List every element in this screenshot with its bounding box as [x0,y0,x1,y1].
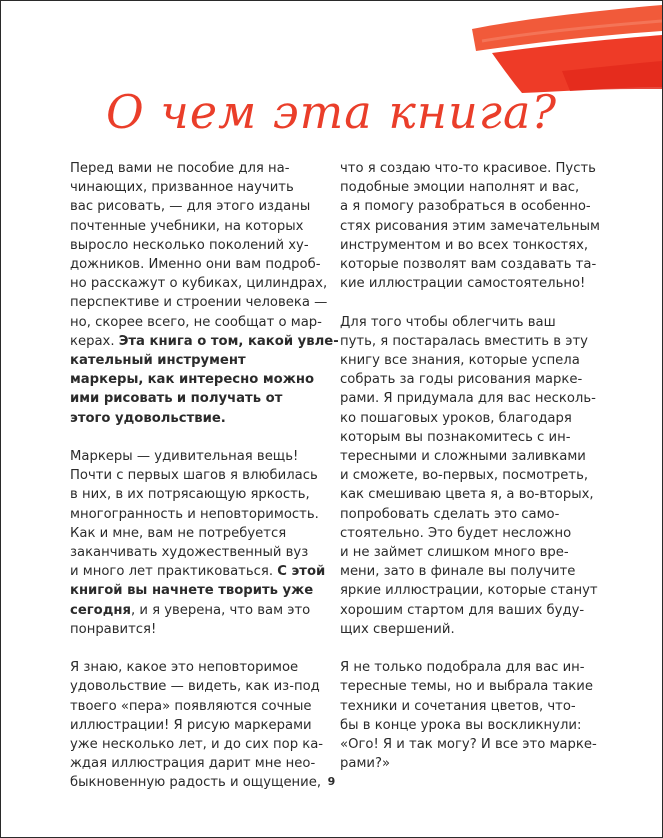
text-line: удовольствие — видеть, как из-под [70,679,320,695]
text-line: Перед вами не пособие для на- [70,161,290,176]
bold-text-line: и получать от этого удовольствие. [70,391,283,426]
text-line: ко пошаговых уроков, благодаря [340,410,572,426]
text-line: кие иллюстрации самостоятельно! [340,276,586,292]
text-line: бы в конце урока вы воскликнули: [340,717,582,733]
bold-text-line: как интересно можно ими рисовать [70,372,315,407]
text-line: подобные эмоции наполнят и вас, [340,180,580,196]
text-line: техники и сочетания цветов, что- [340,698,576,714]
text-line: почтенные учебники, на которых [70,218,304,234]
text-line: но расскажут о кубиках, цилиндрах, [70,276,328,292]
text-line: быкновенную радость и ощущение, [70,775,322,791]
text-line: стях рисования этим замечательным [340,218,600,234]
text-line: Я не только подобрала для вас ин- [340,660,585,676]
paragraph-markers [70,447,326,639]
text-line: а я помогу разобраться в особенно- [340,199,591,215]
page-title: О чем эта книга? [105,85,558,139]
bold-text-line: книгой вы начнете творить уже [70,583,314,599]
text-line: и не займет слишком много вре- [340,545,569,561]
text-line: книгу все знания, которые успела [340,353,580,369]
paragraph-emotions [340,159,600,293]
text-line: Для того чтобы облегчить ваш [340,314,556,330]
text-segment: и много лет практиковаться. [70,564,278,580]
text-line-mixed [70,332,339,351]
paragraph-themes [340,658,597,773]
text-line: щих свершений. [340,621,455,637]
text-line: дожников. Именно они вам подроб- [70,257,321,273]
bold-text-segment: Эта книга о том, какой увле- [118,333,339,349]
text-line: стоятельно. Это будет несложно [340,525,572,541]
text-line: многогранность и неповторимость. [70,506,319,522]
text-line: мени, зато в финале вы получите [340,564,576,580]
text-line: которые позволят вам создавать та- [340,257,597,273]
text-line: которым вы познакомитесь с ин- [340,429,571,445]
text-line: Я знаю, какое это неповторимое [70,660,299,676]
text-line: твоего «пера» появляются сочные [70,698,312,714]
bold-text-segment: С этой [277,564,326,580]
text-line: как смешиваю цвета я, а во-вторых, [340,487,594,503]
paragraph-lessons [340,313,598,639]
text-line: тересными и сложными заливками [340,449,586,465]
text-segment: керах. [70,333,119,349]
text-line: выросло несколько поколений ху- [70,237,309,253]
text-line: рами?» [340,756,391,772]
text-line: рами. Я придумала для вас несколь- [340,391,596,407]
text-line-mixed [70,601,320,620]
text-line: уже несколько лет, и до сих пор ка- [70,737,324,753]
text-line: Почти с первых шагов я влюбилась [70,468,318,484]
text-line: Как и мне, вам не потребуется [70,525,287,541]
text-line: вас рисовать, — для этого изданы [70,199,311,215]
text-line: «Ого! Я и так могу? И все это марке- [340,737,597,753]
text-line: путь, я постаралась вместить в эту [340,333,588,349]
text-line: перспективе и строении человека — [70,295,328,311]
text-line: что я создаю что-то красивое. Пусть [340,161,596,176]
paragraph-intro [70,159,339,428]
text-line: но, скорее всего, не сообщат о мар- [70,314,322,330]
text-line: Маркеры — удивительная вещь! [70,449,299,465]
text-line: собрать за годы рисования марке- [340,372,583,388]
text-line: ждая иллюстрация дарит мне нео- [70,756,316,772]
paragraph-joy [70,658,324,792]
text-segment: , и я уверена, что вам это [130,602,311,618]
text-line: хорошим стартом для ваших буду- [340,602,585,618]
text-line: и сможете, во-первых, посмотреть, [340,468,589,484]
right-column [340,159,600,793]
text-line: в них, в их потрясающую яркость, [70,487,310,503]
text-line: попробовать сделать это само- [340,506,560,522]
text-line: чинающих, призванное научить [70,180,294,196]
text-line: яркие иллюстрации, которые станут [340,583,598,599]
page-number: 9 [327,775,336,788]
text-line: понравится! [70,621,157,637]
bold-text-segment: сегодня [70,602,131,618]
text-line: иллюстрации! Я рисую маркерами [70,717,312,733]
text-line: тересные темы, но и выбрала такие [340,679,593,695]
left-column [70,159,339,812]
text-line: заканчивать художественный вуз [70,545,309,561]
bold-text-line: кательный инструмент маркеры, [70,353,246,388]
text-line: инструментом и во всех тонкостях, [340,237,589,253]
text-line-mixed [70,562,326,581]
